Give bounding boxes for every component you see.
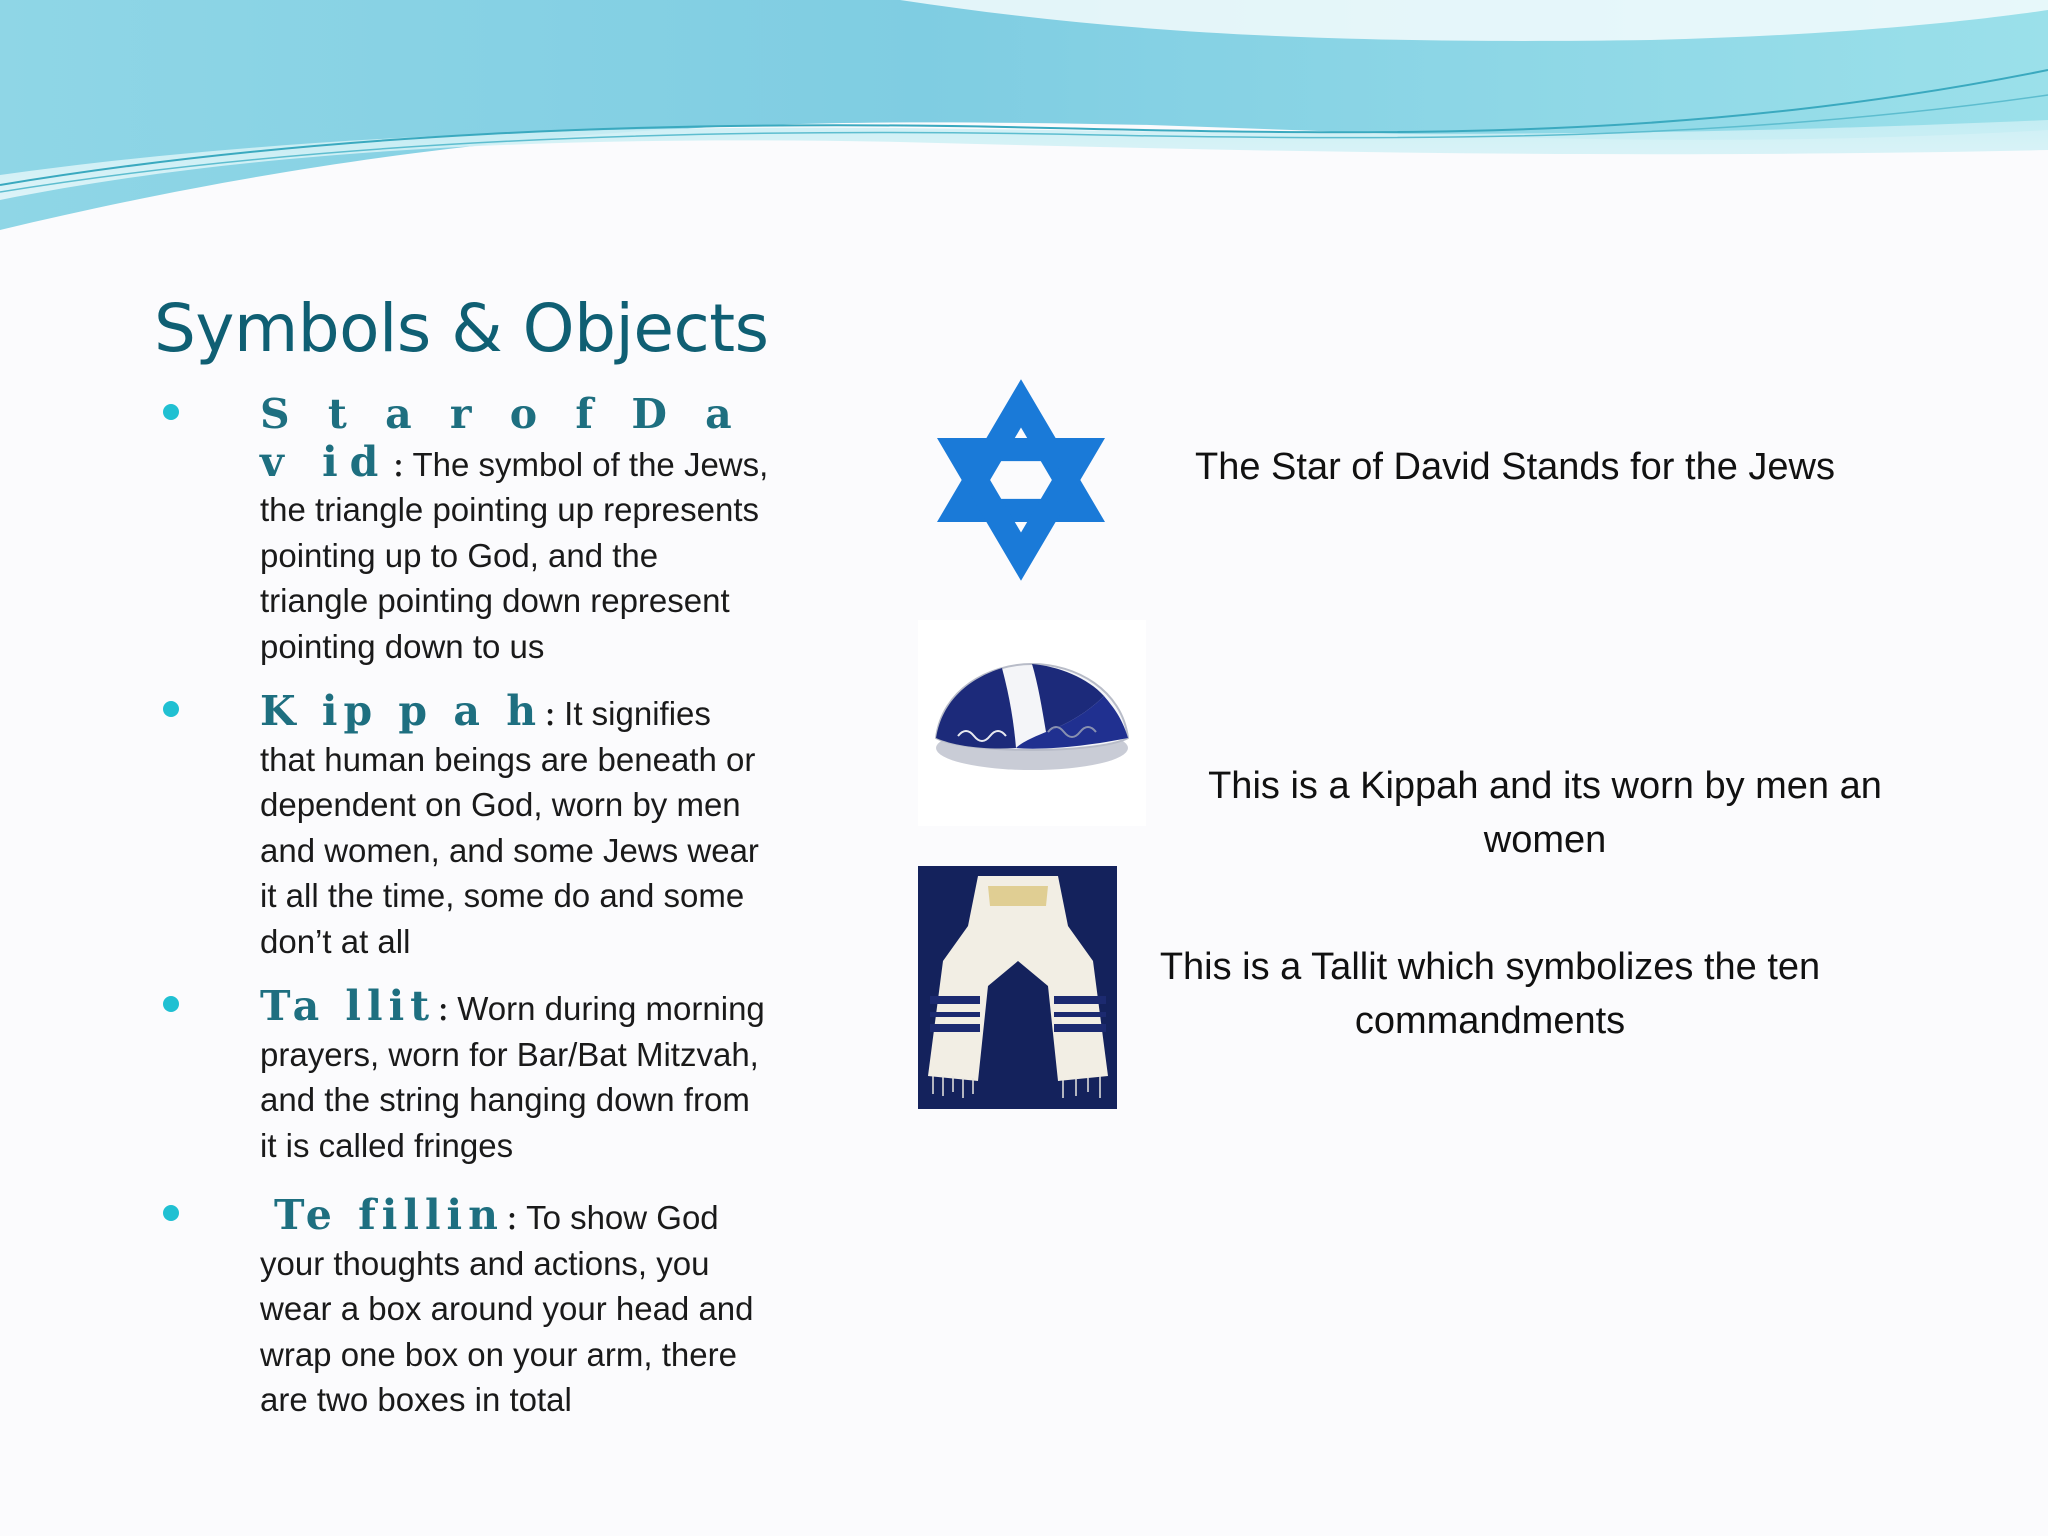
- bullet-dot-icon: [163, 404, 179, 420]
- kippah-caption: [1170, 759, 1920, 867]
- kippah-caption-line2: women: [1483, 819, 1607, 861]
- tallit-photo: [918, 866, 1117, 1109]
- tallit-caption: [1130, 940, 1850, 1048]
- bullet-separator: :: [392, 443, 405, 485]
- bullet-term: Ta llit: [260, 982, 436, 1030]
- slide-title: Symbols & Objects: [154, 290, 769, 367]
- kippah-photo: [918, 620, 1146, 826]
- kippah-caption-line1: This is a Kippah and its worn by men an: [1208, 765, 1882, 807]
- star-of-david-icon: [916, 375, 1126, 585]
- tallit-caption-line2: commandments: [1354, 1000, 1626, 1042]
- bullet-text: To show God your thoughts and actions, you wear a box around your head and wrap one box on your arm, there are two boxes in total: [260, 1199, 754, 1418]
- bullet-separator: :: [505, 1197, 519, 1238]
- bullet-text: The symbol of the Jews, the triangle pointing up represents pointing up to God, and the triangle pointing down represent pointing down to us: [260, 445, 769, 665]
- bullet-term: K ip p a h: [260, 687, 543, 735]
- bullet-dot-icon: [163, 1205, 179, 1221]
- bullet-dot-icon: [163, 996, 179, 1012]
- bullet-star-of-david: [150, 392, 770, 669]
- star-caption: [1160, 440, 1870, 494]
- bullet-separator: :: [437, 988, 450, 1029]
- bullet-list: [150, 392, 770, 1423]
- bullet-separator: :: [544, 693, 557, 734]
- star-caption-text: The Star of David Stands for the Jews: [1195, 446, 1835, 488]
- bullet-text: It signifies that human beings are beneath or dependent on God, worn by men and women, and some Jews wear it all the time, some do and some don’t at all: [260, 695, 759, 960]
- bullet-tallit: [150, 984, 770, 1168]
- bullet-dot-icon: [163, 701, 179, 717]
- bullet-tefillin: [150, 1193, 770, 1423]
- bullet-text: Worn during morning prayers, worn for Bar/Bat Mitzvah, and the string hanging down from it is called fringes: [260, 990, 765, 1164]
- bullet-term: Te fillin: [274, 1191, 504, 1239]
- bullet-kippah: [150, 689, 770, 964]
- tallit-caption-line1: This is a Tallit which symbolizes the ten: [1159, 946, 1821, 988]
- bullet-term: S t a r o f D a v id: [260, 390, 744, 486]
- header-wave-decoration: [0, 0, 2048, 240]
